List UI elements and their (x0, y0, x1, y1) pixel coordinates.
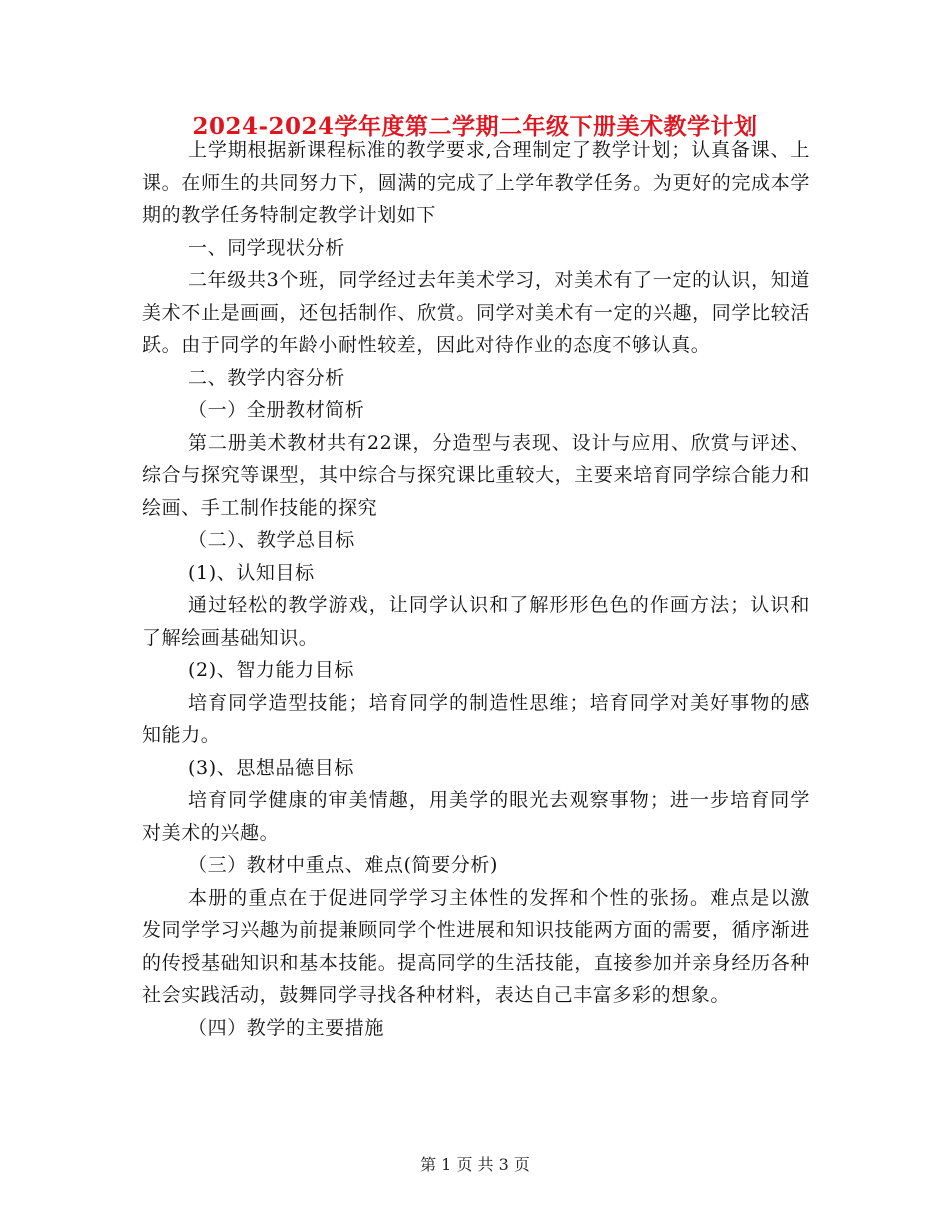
document-body (142, 134, 810, 1044)
heading-content-analysis: 二、教学内容分析 (188, 366, 345, 389)
subheading-moral-goal: (3)、思想品德目标 (188, 756, 354, 779)
paragraph-key-difficult-points: 本册的重点在于促进同学学习主体性的发挥和个性的张扬。难点是以激发同学学习兴趣为前提兼顾同学个性进展和知识技能两方面的需要，循序渐进的传授基础知识和基本技能。提高同学的生活技能，直接参加并亲身经历各种社会实践活动，鼓舞同学寻找各种材料，表达自己丰富多彩的想象。 (142, 886, 810, 1006)
paragraph-student-analysis: 二年级共3个班，同学经过去年美术学习，对美术有了一定的认识，知道美术不止是画画，还包括制作、欣赏。同学对美术有一定的兴趣，同学比较活跃。由于同学的年龄小耐性较差，因此对待作业的态度不够认真。 (142, 269, 810, 356)
paragraph-cognitive-goal: 通过轻松的教学游戏，让同学认识和了解形形色色的作画方法；认识和了解绘画基础知识。 (142, 594, 810, 649)
heading-student-analysis: 一、同学现状分析 (188, 236, 345, 259)
subheading-cognitive-goal: (1)、认知目标 (188, 561, 315, 584)
paragraph-ability-goal: 培育同学造型技能；培育同学的制造性思维；培育同学对美好事物的感知能力。 (142, 691, 810, 746)
subheading-teaching-measures: （四）教学的主要措施 (188, 1016, 385, 1039)
paragraph-textbook-overview: 第二册美术教材共有22课，分造型与表现、设计与应用、欣赏与评述、综合与探究等课型，其中综合与探究课比重较大，主要来培育同学综合能力和绘画、手工制作技能的探究 (142, 431, 810, 519)
subheading-textbook-overview: （一）全册教材简析 (188, 399, 365, 421)
page-number-footer: 第 1 页 共 3 页 (420, 1155, 530, 1174)
document-title: 2024-2024学年度第二学期二年级下册美术教学计划 (192, 113, 758, 140)
paragraph-intro: 上学期根据新课程标准的教学要求,合理制定了教学计划；认真备课、上课。在师生的共同努力下，圆满的完成了上学年教学任务。为更好的完成本学期的教学任务特制定教学计划如下 (142, 139, 810, 226)
subheading-ability-goal: (2)、智力能力目标 (188, 659, 354, 681)
subheading-overall-goals: （二）、教学总目标 (188, 529, 355, 551)
subheading-key-difficult-points: （三）教材中重点、难点(简要分析) (188, 854, 499, 876)
paragraph-moral-goal: 培育同学健康的审美情趣，用美学的眼光去观察事物；进一步培育同学对美术的兴趣。 (142, 789, 810, 844)
